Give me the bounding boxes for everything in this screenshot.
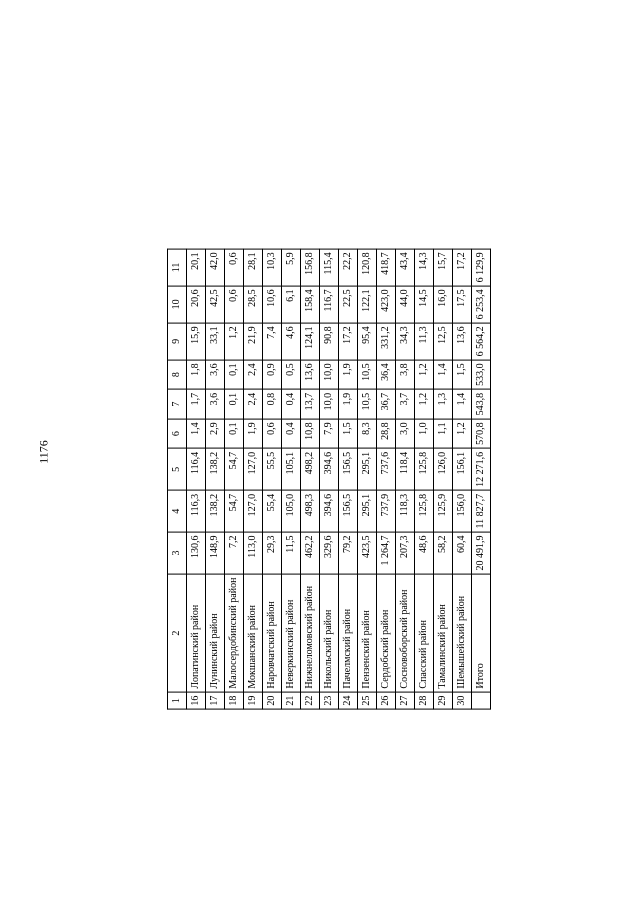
value-cell: 115,4 — [320, 249, 339, 286]
row-number: 29 — [434, 692, 453, 709]
value-cell: 0,6 — [225, 286, 244, 323]
table-row — [282, 249, 301, 709]
table-row — [358, 249, 377, 709]
value-cell: 44,0 — [396, 286, 415, 323]
value-cell: 58,2 — [434, 532, 453, 574]
value-cell: 0,6 — [225, 249, 244, 286]
value-cell: 11,3 — [415, 323, 434, 360]
value-cell: 48,6 — [415, 532, 434, 574]
value-cell: 737,9 — [377, 490, 396, 532]
value-cell: 28,8 — [377, 419, 396, 449]
value-cell: 20,6 — [187, 286, 206, 323]
value-cell: 295,1 — [358, 490, 377, 532]
value-cell: 130,6 — [187, 532, 206, 574]
row-number: 17 — [206, 692, 225, 709]
value-cell: 329,6 — [320, 532, 339, 574]
value-cell: 1,2 — [225, 323, 244, 360]
row-number: 18 — [225, 692, 244, 709]
value-cell: 124,1 — [301, 323, 320, 360]
value-cell: 1,9 — [244, 419, 263, 449]
value-cell: 1,2 — [453, 419, 472, 449]
column-header: 2 — [168, 574, 187, 692]
table-row — [434, 249, 453, 709]
table-row — [339, 249, 358, 709]
table-row — [415, 249, 434, 709]
column-header: 8 — [168, 360, 187, 390]
value-cell: 16,0 — [434, 286, 453, 323]
value-cell: 22,5 — [339, 286, 358, 323]
value-cell: 116,4 — [187, 448, 206, 490]
value-cell: 22,2 — [339, 249, 358, 286]
value-cell: 462,2 — [301, 532, 320, 574]
value-cell: 498,3 — [301, 490, 320, 532]
row-number: 26 — [377, 692, 396, 709]
value-cell: 1,5 — [339, 419, 358, 449]
value-cell: 1,4 — [434, 360, 453, 390]
value-cell: 0,6 — [263, 419, 282, 449]
table-row — [301, 249, 320, 709]
value-cell: 1,9 — [339, 389, 358, 419]
value-cell: 36,7 — [377, 389, 396, 419]
district-name: Тамалинский район — [434, 574, 453, 692]
row-number: 30 — [453, 692, 472, 709]
value-cell: 1 264,7 — [377, 532, 396, 574]
value-cell: 28,1 — [244, 249, 263, 286]
value-cell: 498,2 — [301, 448, 320, 490]
column-header: 9 — [168, 323, 187, 360]
table-row — [377, 249, 396, 709]
value-cell: 33,1 — [206, 323, 225, 360]
value-cell: 105,1 — [282, 448, 301, 490]
district-name: Наровчатский район — [263, 574, 282, 692]
value-cell: 158,4 — [301, 286, 320, 323]
value-cell: 1,2 — [415, 389, 434, 419]
district-name: Спасский район — [415, 574, 434, 692]
column-header: 4 — [168, 490, 187, 532]
table-row — [263, 249, 282, 709]
value-cell: 1,4 — [453, 389, 472, 419]
value-cell: 8,3 — [358, 419, 377, 449]
table-row — [225, 249, 244, 709]
value-cell: 21,9 — [244, 323, 263, 360]
district-name: Сердобский район — [377, 574, 396, 692]
value-cell: 2,4 — [244, 360, 263, 390]
value-cell: 17,2 — [453, 249, 472, 286]
value-cell: 14,5 — [415, 286, 434, 323]
value-cell: 2,9 — [206, 419, 225, 449]
value-cell: 543,8 — [472, 389, 491, 419]
column-header: 10 — [168, 286, 187, 323]
value-cell: 10,0 — [320, 389, 339, 419]
value-cell: 29,3 — [263, 532, 282, 574]
value-cell: 394,6 — [320, 490, 339, 532]
value-cell: 7,2 — [225, 532, 244, 574]
column-header: 7 — [168, 389, 187, 419]
value-cell: 55,5 — [263, 448, 282, 490]
value-cell: 118,4 — [396, 448, 415, 490]
row-number — [472, 692, 491, 709]
row-number: 16 — [187, 692, 206, 709]
value-cell: 12 271,6 — [472, 448, 491, 490]
value-cell: 1,2 — [415, 360, 434, 390]
district-name: Итого — [472, 574, 491, 692]
value-cell: 13,7 — [301, 389, 320, 419]
value-cell: 10,0 — [320, 360, 339, 390]
value-cell: 14,3 — [415, 249, 434, 286]
district-name: Шемышейский район — [453, 574, 472, 692]
value-cell: 116,3 — [187, 490, 206, 532]
header-row — [168, 249, 187, 709]
value-cell: 20,1 — [187, 249, 206, 286]
row-number: 27 — [396, 692, 415, 709]
district-name: Неверкинский район — [282, 574, 301, 692]
district-name: Мокшанский район — [244, 574, 263, 692]
value-cell: 126,0 — [434, 448, 453, 490]
value-cell: 95,4 — [358, 323, 377, 360]
value-cell: 120,8 — [358, 249, 377, 286]
value-cell: 3,7 — [396, 389, 415, 419]
district-name: Пензенский район — [358, 574, 377, 692]
value-cell: 423,5 — [358, 532, 377, 574]
value-cell: 125,8 — [415, 490, 434, 532]
district-name: Лопатинский район — [187, 574, 206, 692]
value-cell: 12,5 — [434, 323, 453, 360]
district-name: Пачелмский район — [339, 574, 358, 692]
value-cell: 1,1 — [434, 419, 453, 449]
value-cell: 295,1 — [358, 448, 377, 490]
column-header: 6 — [168, 419, 187, 449]
value-cell: 15,7 — [434, 249, 453, 286]
table-row — [206, 249, 225, 709]
value-cell: 127,0 — [244, 448, 263, 490]
value-cell: 0,1 — [225, 360, 244, 390]
value-cell: 1,8 — [187, 360, 206, 390]
value-cell: 13,6 — [301, 360, 320, 390]
value-cell: 394,6 — [320, 448, 339, 490]
value-cell: 42,5 — [206, 286, 225, 323]
value-cell: 533,0 — [472, 360, 491, 390]
value-cell: 116,7 — [320, 286, 339, 323]
value-cell: 156,5 — [339, 490, 358, 532]
value-cell: 20 491,9 — [472, 532, 491, 574]
column-header: 3 — [168, 532, 187, 574]
value-cell: 1,9 — [339, 360, 358, 390]
value-cell: 1,3 — [434, 389, 453, 419]
value-cell: 13,6 — [453, 323, 472, 360]
value-cell: 1,0 — [415, 419, 434, 449]
district-name: Лунинский район — [206, 574, 225, 692]
value-cell: 54,7 — [225, 448, 244, 490]
value-cell: 423,0 — [377, 286, 396, 323]
district-name: Нижнеломовский район — [301, 574, 320, 692]
value-cell: 10,8 — [301, 419, 320, 449]
value-cell: 156,0 — [453, 490, 472, 532]
value-cell: 6 129,9 — [472, 249, 491, 286]
row-number: 20 — [263, 692, 282, 709]
value-cell: 1,7 — [187, 389, 206, 419]
table-row — [453, 249, 472, 709]
value-cell: 1,4 — [187, 419, 206, 449]
value-cell: 55,4 — [263, 490, 282, 532]
value-cell: 4,6 — [282, 323, 301, 360]
value-cell: 105,0 — [282, 490, 301, 532]
value-cell: 0,8 — [263, 389, 282, 419]
value-cell: 0,9 — [263, 360, 282, 390]
value-cell: 43,4 — [396, 249, 415, 286]
value-cell: 11 827,7 — [472, 490, 491, 532]
row-number: 21 — [282, 692, 301, 709]
value-cell: 331,2 — [377, 323, 396, 360]
value-cell: 10,6 — [263, 286, 282, 323]
row-number: 25 — [358, 692, 377, 709]
district-name: Малосердобинский район — [225, 574, 244, 692]
value-cell: 0,4 — [282, 419, 301, 449]
table-row — [396, 249, 415, 709]
column-header: 11 — [168, 249, 187, 286]
value-cell: 15,9 — [187, 323, 206, 360]
value-cell: 1,5 — [453, 360, 472, 390]
value-cell: 125,8 — [415, 448, 434, 490]
value-cell: 118,3 — [396, 490, 415, 532]
value-cell: 60,4 — [453, 532, 472, 574]
value-cell: 570,8 — [472, 419, 491, 449]
row-number: 19 — [244, 692, 263, 709]
value-cell: 113,0 — [244, 532, 263, 574]
value-cell: 125,9 — [434, 490, 453, 532]
value-cell: 6 253,4 — [472, 286, 491, 323]
value-cell: 156,5 — [339, 448, 358, 490]
data-table — [167, 248, 491, 709]
row-number: 22 — [301, 692, 320, 709]
table-row — [320, 249, 339, 709]
value-cell: 418,7 — [377, 249, 396, 286]
value-cell: 3,6 — [206, 360, 225, 390]
total-row — [472, 249, 491, 709]
table-row — [187, 249, 206, 709]
table-row — [244, 249, 263, 709]
value-cell: 3,8 — [396, 360, 415, 390]
column-header: 5 — [168, 448, 187, 490]
value-cell: 90,8 — [320, 323, 339, 360]
value-cell: 11,5 — [282, 532, 301, 574]
district-name: Сосновоборский район — [396, 574, 415, 692]
value-cell: 10,5 — [358, 360, 377, 390]
value-cell: 54,7 — [225, 490, 244, 532]
value-cell: 6 564,2 — [472, 323, 491, 360]
value-cell: 148,9 — [206, 532, 225, 574]
value-cell: 0,4 — [282, 389, 301, 419]
value-cell: 6,1 — [282, 286, 301, 323]
row-number: 23 — [320, 692, 339, 709]
value-cell: 17,5 — [453, 286, 472, 323]
value-cell: 0,1 — [225, 389, 244, 419]
value-cell: 0,1 — [225, 419, 244, 449]
value-cell: 36,4 — [377, 360, 396, 390]
value-cell: 42,0 — [206, 249, 225, 286]
value-cell: 0,5 — [282, 360, 301, 390]
value-cell: 127,0 — [244, 490, 263, 532]
value-cell: 7,4 — [263, 323, 282, 360]
value-cell: 2,4 — [244, 389, 263, 419]
page-number: 1176 — [36, 440, 51, 464]
value-cell: 737,6 — [377, 448, 396, 490]
value-cell: 17,2 — [339, 323, 358, 360]
value-cell: 156,8 — [301, 249, 320, 286]
value-cell: 34,3 — [396, 323, 415, 360]
value-cell: 207,3 — [396, 532, 415, 574]
value-cell: 10,5 — [358, 389, 377, 419]
value-cell: 138,2 — [206, 490, 225, 532]
value-cell: 156,1 — [453, 448, 472, 490]
value-cell: 79,2 — [339, 532, 358, 574]
value-cell: 10,3 — [263, 249, 282, 286]
row-number: 28 — [415, 692, 434, 709]
value-cell: 3,6 — [206, 389, 225, 419]
district-name: Никольский район — [320, 574, 339, 692]
value-cell: 122,1 — [358, 286, 377, 323]
value-cell: 7,9 — [320, 419, 339, 449]
row-number: 24 — [339, 692, 358, 709]
value-cell: 5,9 — [282, 249, 301, 286]
value-cell: 28,5 — [244, 286, 263, 323]
value-cell: 138,2 — [206, 448, 225, 490]
column-header: 1 — [168, 692, 187, 709]
value-cell: 3,0 — [396, 419, 415, 449]
